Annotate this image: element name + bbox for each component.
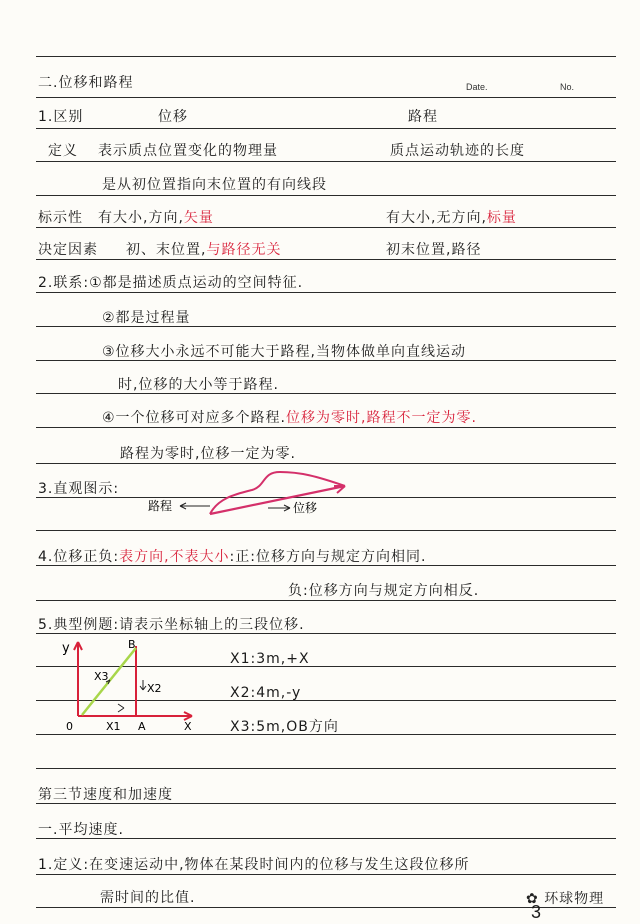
wechat-icon: ✿ [526,891,539,907]
definition-line-2: 需时间的比值. [100,890,196,906]
vector-label: 矢量 [183,210,214,226]
zero-displacement-note: 位移为零时,路程不一定为零. [286,410,477,426]
watermark-text: 环球物理 [544,891,605,907]
rule-line [36,600,616,601]
relation-item-3-line1: ③位移大小永远不可能大于路程,当物体做单向直线运动 [102,344,466,360]
factor-displacement-text: 初、末位置, [126,242,207,258]
rule-line [36,259,616,260]
answer-x1: X1:3m,+X [230,651,310,667]
rule-line [36,195,616,196]
marker-label: 标示性 [38,210,83,226]
answer-x2: X2:4m,-y [230,685,302,701]
marker-path [386,209,517,227]
diagram-heading: 3.直观图示: [38,481,120,497]
column-displacement: 位移 [158,109,188,125]
rule-line [36,874,616,875]
x2-arrow-icon [140,680,146,690]
rule-line [36,97,616,98]
x1-arrow-icon [118,704,124,712]
distinction-heading: 1.区别 [38,109,84,125]
column-path: 路程 [408,109,438,125]
relation-item-3-line2: 时,位移的大小等于路程. [118,377,279,393]
x-label: X [184,720,192,733]
scalar-label: 标量 [486,210,517,226]
relation-item-4-line2: 路程为零时,位移一定为零. [120,446,296,462]
marker-displacement [98,209,214,227]
definition-label: 定义 [48,143,78,159]
point-b-label: B [128,638,136,651]
x1-label: X1 [106,720,121,733]
x2-label: X2 [147,682,162,695]
average-velocity-heading: 一.平均速度. [38,822,124,838]
sign-meaning: 表方向,不表大小 [119,549,230,565]
rule-line [36,530,616,531]
rule-line [36,128,616,129]
definition-displacement-2: 是从初位置指向末位置的有向线段 [102,177,327,193]
sign-negative: 负:位移方向与规定方向相反. [288,583,480,599]
chapter-title: 第三节速度和加速度 [38,787,173,803]
relation-heading: 2.联系:①都是描述质点运动的空间特征. [38,275,304,291]
y-label: y [62,641,70,656]
number-label: No. [560,82,575,92]
sign-line-positive [38,548,426,566]
sign-positive: :正:位移方向与规定方向相同. [229,549,427,565]
displacement-label: 位移 [293,501,318,515]
definition-line-1: 1.定义:在变速运动中,物体在某段时间内的位移与发生这段位移所 [38,857,470,873]
path-vs-displacement-diagram [140,464,360,528]
date-label: Date. [466,82,488,92]
section-title: 二.位移和路程 [38,75,134,91]
rule-line [36,768,616,769]
factor-label: 决定因素 [38,242,98,258]
definition-displacement: 表示质点位置变化的物理量 [98,143,278,159]
coordinate-graph [60,636,210,740]
page-number: 3 [531,902,542,922]
relation-item-2: ②都是过程量 [102,310,191,326]
relation-item-4-text: ④一个位移可对应多个路程. [102,410,287,426]
factor-path: 初末位置,路径 [386,242,482,258]
sign-heading: 4.位移正负: [38,549,120,565]
point-a-label: A [138,720,146,733]
marker-displacement-text: 有大小,方向, [98,210,184,226]
relation-item-4-line1 [102,409,477,427]
rule-line [36,427,616,428]
rule-line [36,227,616,228]
rule-line [36,56,616,57]
origin-label: 0 [66,720,73,733]
path-label: 路程 [148,499,173,513]
rule-line [36,292,616,293]
path-independent-label: 与路径无关 [206,242,282,258]
displacement-vector [210,486,345,514]
answer-x3: X3:5m,OB方向 [230,719,339,735]
example-heading: 5.典型例题:请表示坐标轴上的三段位移. [38,617,305,633]
x3-label: X3 [94,670,109,683]
definition-path: 质点运动轨迹的长度 [390,143,525,159]
marker-path-text: 有大小,无方向, [386,210,487,226]
rule-line [36,161,616,162]
factor-displacement [126,241,281,259]
